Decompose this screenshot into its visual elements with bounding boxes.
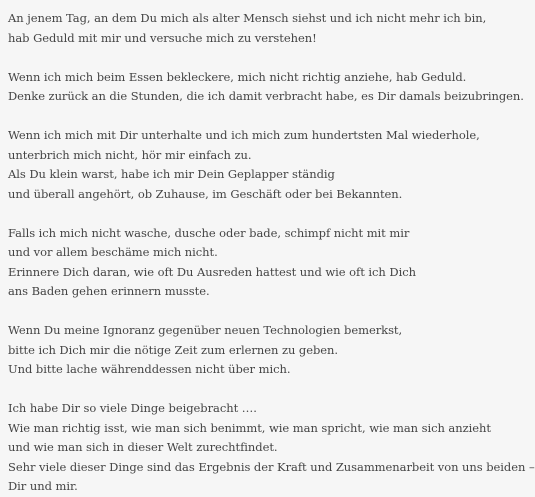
poem-line: unterbrich mich nicht, hör mir einfach zu. (8, 147, 252, 162)
poem-line: und vor allem beschäme mich nicht. (8, 245, 218, 259)
stanza-1 (8, 9, 487, 48)
stanza-5 (8, 321, 442, 380)
poem-line: Wie man richtig isst, wie man sich benimmt, wie man spricht, wie man sich anzieht (8, 420, 491, 435)
poem-line: und überall angehört, ob Zuhause, im Geschäft oder bei Bekannten. (8, 186, 403, 201)
poem-line: Wenn ich mich beim Essen bekleckere, mich nicht richtig anziehe, hab Geduld. (8, 69, 467, 84)
poem-line: Dir und mir. (8, 479, 78, 493)
poem-line: ans Baden gehen erinnern musste. (8, 284, 210, 298)
poem-line: hab Geduld mit mir und versuche mich zu verstehen! (8, 30, 317, 45)
poem-line: Falls ich mich nicht wasche, dusche oder bade, schimpf nicht mit mir (8, 225, 410, 240)
poem-line: Wenn Du meine Ignoranz gegenüber neuen Technologien bemerkst, (8, 323, 403, 337)
stanza-2 (8, 68, 524, 107)
poem-line: Wenn ich mich mit Dir unterhalte und ich mich zum hundertsten Mal wiederhole, (8, 128, 480, 142)
poem-line: und wie man sich in dieser Welt zurechtfindet. (8, 440, 278, 454)
poem-line: Erinnere Dich daran, wie oft Du Ausreden hattest und wie oft ich Dich (8, 264, 416, 279)
stanza-3 (8, 126, 480, 204)
stanza-4 (8, 224, 442, 302)
poem-line: Als Du klein warst, habe ich mir Dein Geplapper ständig (8, 167, 335, 181)
poem-line: Ich habe Dir so viele Dinge beigebracht …. (8, 401, 257, 415)
poem-line: Und bitte lache währenddessen nicht über mich. (8, 362, 291, 376)
poem-line: Sehr viele dieser Dinge sind das Ergebnis der Kraft und Zusammenarbeit von uns beiden – (8, 459, 535, 474)
stanza-6 (8, 399, 535, 497)
poem-line: bitte ich Dich mir die nötige Zeit zum erlernen zu geben. (8, 342, 339, 357)
poem-line: An jenem Tag, an dem Du mich als alter Mensch siehst und ich nicht mehr ich bin, (8, 11, 487, 25)
poem-line: Denke zurück an die Stunden, die ich damit verbracht habe, es Dir damals beizubringen. (8, 89, 524, 103)
